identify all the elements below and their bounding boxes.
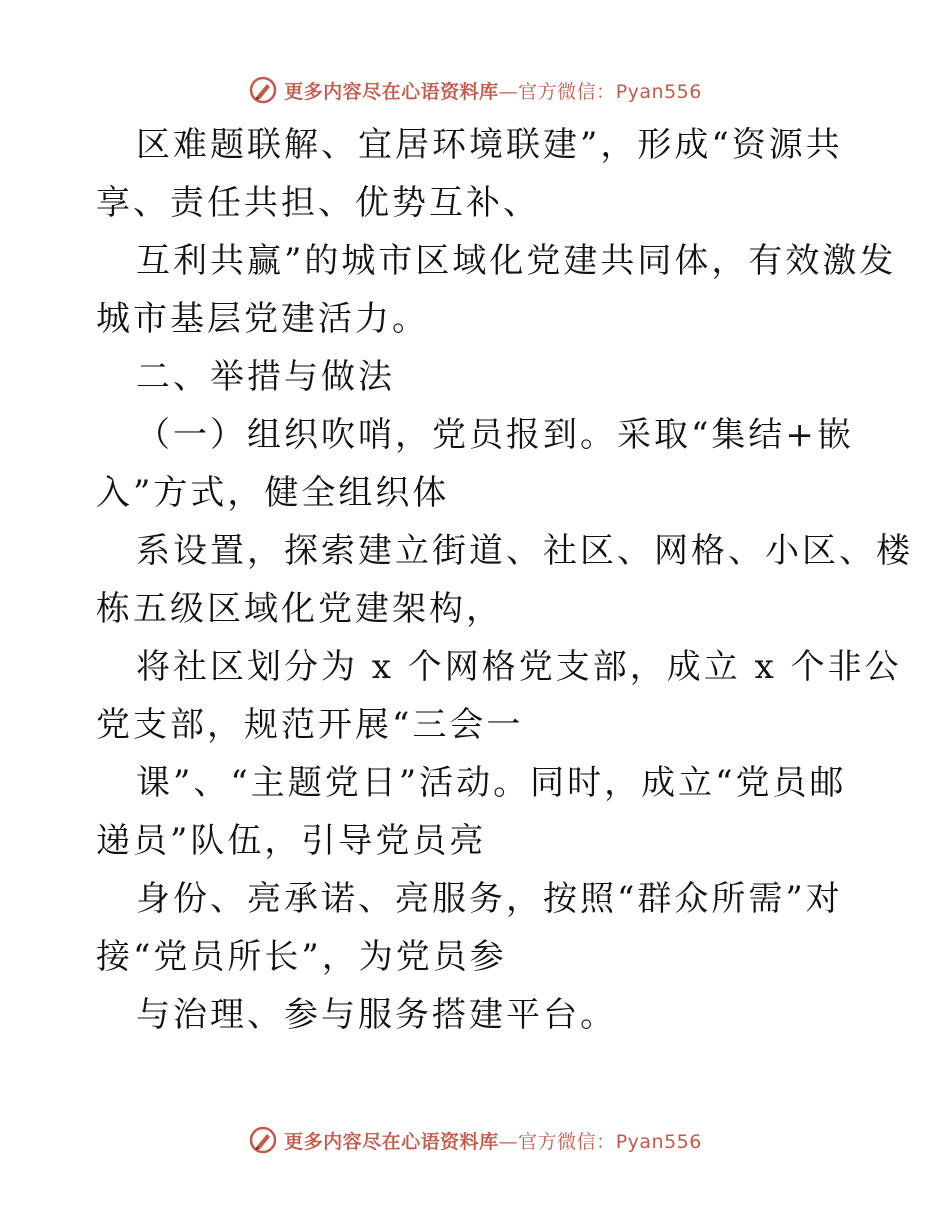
- body-line: 城市基层党建活力。: [96, 299, 429, 339]
- body-line: 接“党员所长”，为党员参: [96, 937, 507, 977]
- body-line: 互利共赢”的城市区域化党建共同体，有效激发: [136, 241, 897, 281]
- footer-banner-dash: —: [498, 1130, 519, 1153]
- footer-banner-wechat-label: 官方微信：: [518, 1130, 616, 1153]
- pen-logo-icon: [248, 1125, 278, 1155]
- body-line: 将社区划分为 x 个网格党支部，成立 x 个非公: [136, 647, 902, 687]
- header-banner: [0, 70, 950, 110]
- body-line: 入”方式，健全组织体: [96, 473, 450, 513]
- header-banner-wechat-id: Pyan556: [615, 80, 702, 103]
- body-line: 栋五级区域化党建架构，: [96, 589, 503, 629]
- footer-banner-text: [284, 1127, 702, 1154]
- header-banner-title: 更多内容尽在心语资料库: [284, 80, 499, 103]
- pen-logo-icon: [248, 75, 278, 105]
- body-line: （一）组织吹哨，党员报到。采取“集结+嵌: [136, 415, 854, 455]
- body-line: 享、责任共担、优势互补、: [96, 183, 540, 223]
- header-banner-wechat-label: 官方微信：: [518, 80, 616, 103]
- header-banner-dash: —: [498, 80, 519, 103]
- header-banner-text: [284, 77, 702, 104]
- body-line: 党支部，规范开展“三会一: [96, 705, 524, 745]
- footer-banner: [0, 1120, 950, 1160]
- body-line: 身份、亮承诺、亮服务，按照“群众所需”对: [136, 879, 843, 919]
- body-line: 与治理、参与服务搭建平台。: [136, 995, 617, 1035]
- body-line: 课”、“主题党日”活动。同时，成立“党员邮: [136, 763, 847, 803]
- body-line: 系设置，探索建立街道、社区、网格、小区、楼: [136, 531, 913, 571]
- footer-banner-title: 更多内容尽在心语资料库: [284, 1130, 499, 1153]
- footer-banner-wechat-id: Pyan556: [615, 1130, 702, 1153]
- body-line: 区难题联解、宜居环境联建”，形成“资源共: [136, 125, 843, 165]
- section-heading: 二、举措与做法: [136, 357, 395, 397]
- body-line: 递员”队伍，引导党员亮: [96, 821, 487, 861]
